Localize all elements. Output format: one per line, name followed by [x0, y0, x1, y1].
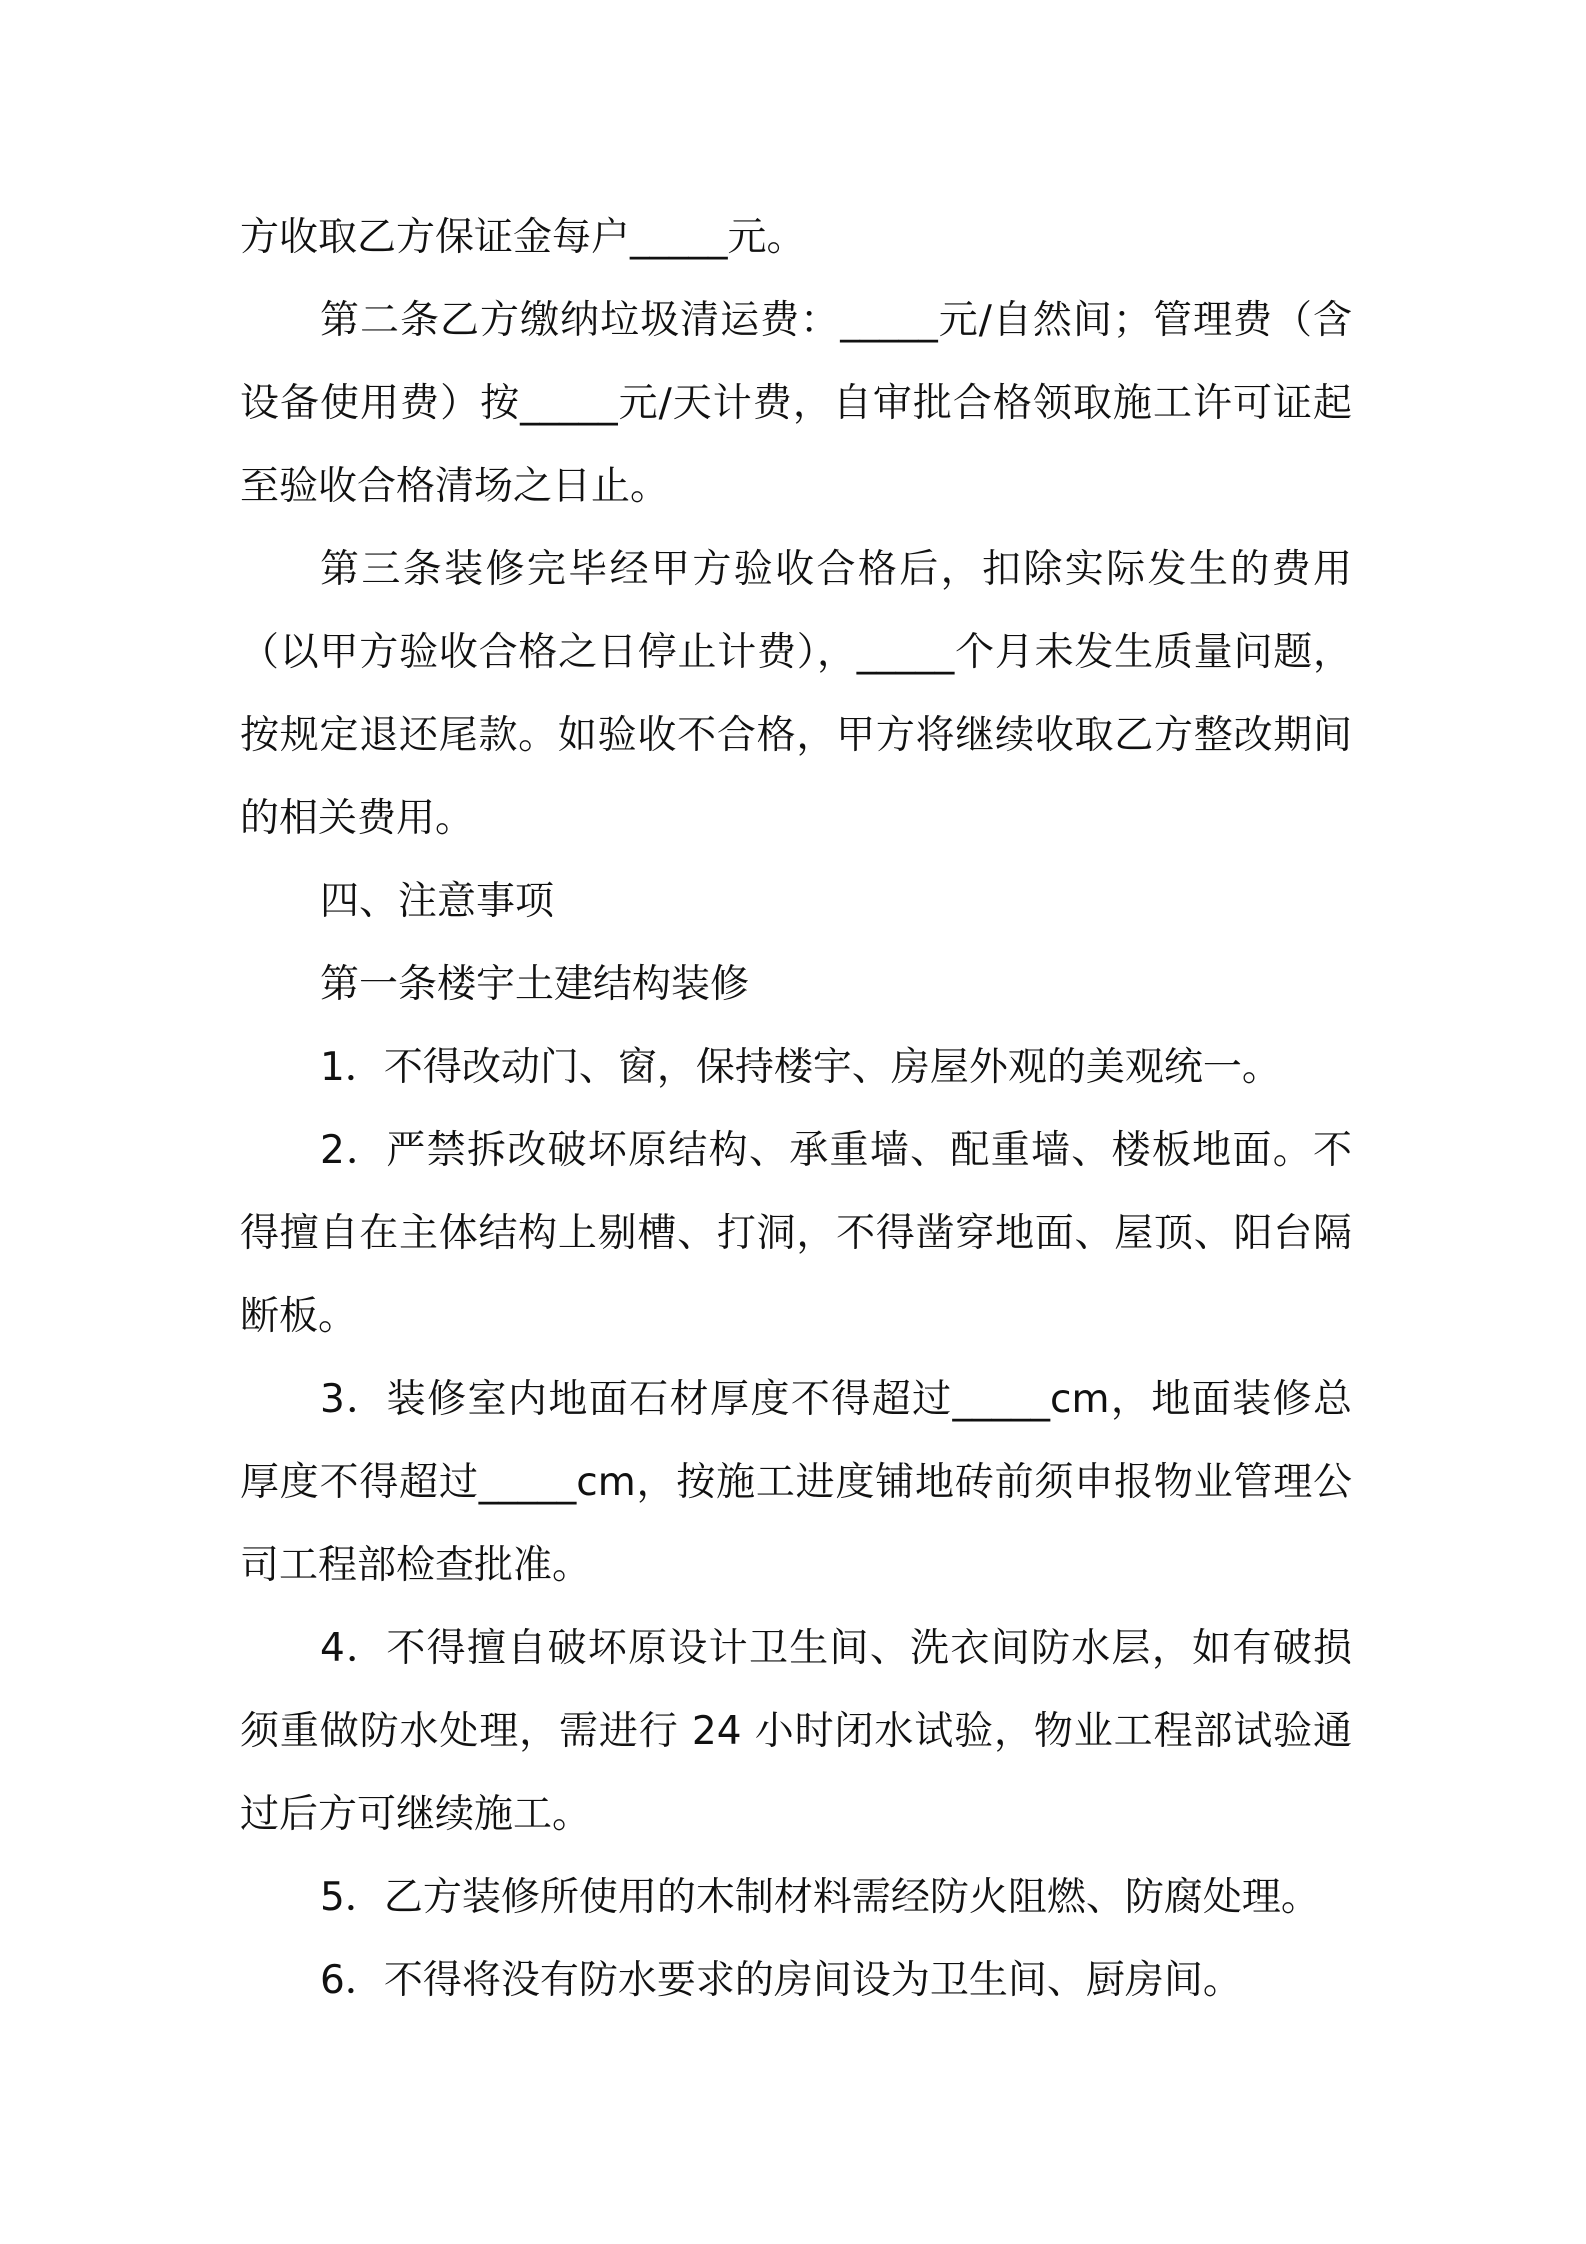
- paragraph-article-2-fees: 第二条乙方缴纳垃圾清运费：_____元/自然间；管理费（含设备使用费）按_____元/天计费，自审批合格领取施工许可证起至验收合格清场之日止。: [240, 298, 1352, 509]
- paragraph-article-1-structure: 第一条楼宇土建结构装修: [320, 962, 750, 1007]
- list-item-6: 6．不得将没有防水要求的房间设为卫生间、厨房间。: [320, 1958, 1242, 2003]
- list-item-5: 5．乙方装修所使用的木制材料需经防火阻燃、防腐处理。: [320, 1875, 1320, 1920]
- document-body: [240, 196, 1352, 2022]
- list-item-2: 2．严禁拆改破坏原结构、承重墙、配重墙、楼板地面。不得擅自在主体结构上剔槽、打洞，不得凿穿地面、屋顶、阳台隔断板。: [240, 1128, 1352, 1339]
- list-item-4: 4．不得擅自破坏原设计卫生间、洗衣间防水层，如有破损须重做防水处理，需进行 24 小时闭水试验，物业工程部试验通过后方可继续施工。: [240, 1626, 1352, 1837]
- section-heading-notes: 四、注意事项: [320, 879, 555, 924]
- list-item-3: 3．装修室内地面石材厚度不得超过_____cm，地面装修总厚度不得超过_____cm，按施工进度铺地砖前须申报物业管理公司工程部检查批准。: [240, 1377, 1352, 1588]
- list-item-1: 1．不得改动门、窗，保持楼宇、房屋外观的美观统一。: [320, 1045, 1281, 1090]
- paragraph-deposit-continuation: 方收取乙方保证金每户_____元。: [240, 215, 806, 260]
- paragraph-article-3-acceptance: 第三条装修完毕经甲方验收合格后，扣除实际发生的费用（以甲方验收合格之日停止计费），_____个月未发生质量问题，按规定退还尾款。如验收不合格，甲方将继续收取乙方整改期间的相关费用。: [240, 547, 1352, 841]
